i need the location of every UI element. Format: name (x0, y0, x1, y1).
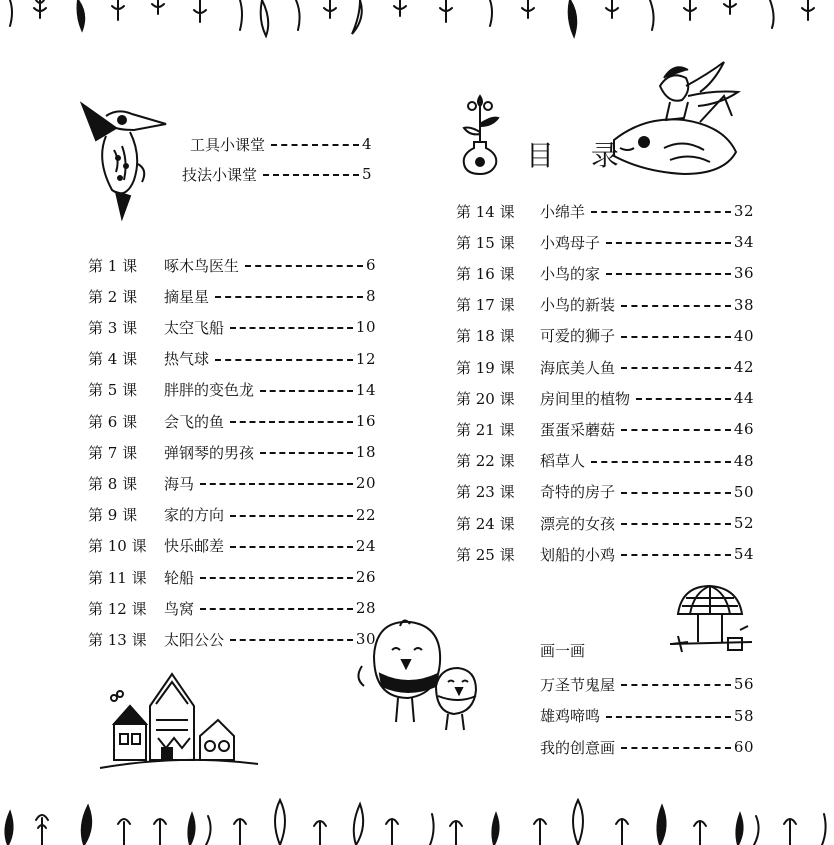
leader-dots (621, 305, 731, 307)
right-lesson-line[interactable] (456, 543, 754, 565)
page-number: 30 (355, 630, 376, 649)
lesson-number: 第 4 课 (88, 350, 138, 369)
intro-page: 4 (361, 135, 372, 153)
page-number: 56 (733, 675, 754, 693)
lesson-title: 雄鸡啼鸣 (540, 707, 601, 725)
page-number: 58 (733, 706, 754, 725)
extra-line[interactable] (540, 673, 754, 695)
lesson-title: 鸟窝 (164, 599, 195, 618)
intro-page: 5 (361, 165, 372, 183)
lesson-number: 第 8 课 (88, 474, 138, 493)
leader-dots (215, 296, 363, 298)
leader-dots (591, 461, 731, 463)
left-lesson-line[interactable] (88, 628, 376, 650)
lesson-number: 第 11 课 (88, 568, 147, 587)
intro-line-tools[interactable] (190, 133, 372, 155)
left-lesson-line[interactable] (88, 597, 376, 619)
right-lesson-line[interactable] (456, 418, 754, 440)
right-lesson-line[interactable] (456, 387, 754, 409)
lesson-title: 会飞的鱼 (164, 412, 225, 431)
leader-dots (621, 367, 731, 369)
lesson-title: 划船的小鸡 (540, 545, 616, 564)
houses-icon (100, 664, 260, 770)
lesson-title: 我的创意画 (540, 738, 616, 757)
page-number: 48 (733, 451, 754, 470)
lesson-title: 蛋蛋采蘑菇 (540, 420, 616, 439)
leader-dots (636, 398, 731, 400)
lesson-title: 房间里的植物 (540, 389, 631, 408)
page-number: 32 (733, 202, 754, 220)
lesson-number: 第 21 课 (456, 420, 515, 439)
left-lesson-line[interactable] (88, 566, 376, 588)
leader-dots (230, 546, 353, 548)
lesson-title: 奇特的房子 (540, 483, 616, 502)
lesson-number: 第 2 课 (88, 287, 138, 306)
left-lesson-line[interactable] (88, 254, 376, 276)
leader-dots (591, 211, 731, 213)
left-lesson-line[interactable] (88, 348, 376, 370)
page-number: 40 (733, 326, 754, 345)
left-lesson-line[interactable] (88, 441, 376, 463)
lesson-title: 海马 (164, 474, 195, 493)
lesson-title: 小鸟的新装 (540, 296, 616, 315)
lesson-title: 漂亮的女孩 (540, 514, 616, 533)
lesson-title: 快乐邮差 (164, 537, 225, 556)
lesson-title: 可爱的狮子 (540, 327, 616, 346)
leader-dots (230, 327, 353, 329)
leader-dots (200, 577, 353, 579)
chicks-icon (352, 612, 494, 734)
lesson-title: 稻草人 (540, 452, 586, 471)
lesson-number: 第 12 课 (88, 599, 147, 618)
page-number: 50 (733, 482, 754, 501)
leader-dots (230, 421, 353, 423)
left-lesson-line[interactable] (88, 535, 376, 557)
leader-dots (606, 716, 731, 718)
page-number: 46 (733, 420, 754, 439)
lesson-number: 第 22 课 (456, 452, 515, 471)
lesson-number: 第 20 课 (456, 389, 515, 408)
lesson-number: 第 25 课 (456, 545, 515, 564)
lesson-title: 海底美人鱼 (540, 358, 616, 377)
right-lesson-line[interactable] (456, 325, 754, 347)
lesson-number: 第 13 课 (88, 630, 147, 649)
leader-dots (621, 492, 731, 494)
lesson-number: 第 14 课 (456, 202, 515, 221)
lesson-title: 小鸟的家 (540, 264, 601, 283)
page-number: 10 (355, 318, 376, 337)
lesson-title: 家的方向 (164, 506, 225, 525)
left-lesson-line[interactable] (88, 379, 376, 401)
page-number: 12 (355, 349, 376, 368)
page-number: 22 (355, 505, 376, 524)
lesson-number: 第 16 课 (456, 264, 515, 283)
lesson-title: 摘星星 (164, 287, 210, 306)
leader-dots (621, 523, 731, 525)
leader-dots (621, 429, 731, 431)
right-lesson-line[interactable] (456, 262, 754, 284)
lesson-number: 第 15 课 (456, 233, 515, 252)
leader-dots (621, 554, 731, 556)
page-number: 6 (365, 256, 376, 274)
lesson-number: 第 9 课 (88, 506, 138, 525)
left-lesson-line[interactable] (88, 316, 376, 338)
leader-dots (245, 265, 363, 267)
lesson-number: 第 7 课 (88, 443, 138, 462)
lesson-number: 第 23 课 (456, 483, 515, 502)
extra-section-heading: 画一画 (540, 642, 586, 660)
left-lesson-line[interactable] (88, 410, 376, 432)
leader-dots (621, 747, 731, 749)
left-lesson-line[interactable] (88, 472, 376, 494)
lesson-number: 第 6 课 (88, 412, 138, 431)
boy-riding-fish-icon (604, 56, 748, 186)
intro-title: 技法小课堂 (182, 165, 258, 184)
page-number: 28 (355, 599, 376, 618)
lesson-title: 胖胖的变色龙 (164, 381, 255, 400)
right-lesson-line[interactable] (456, 356, 754, 378)
plant-border-bottom (0, 790, 834, 845)
page-number: 34 (733, 233, 754, 252)
intro-title: 工具小课堂 (190, 135, 266, 154)
page-number: 16 (355, 412, 376, 430)
right-lesson-line[interactable] (456, 231, 754, 253)
beach-umbrella-icon (668, 582, 756, 658)
page-number: 54 (733, 545, 754, 564)
lesson-number: 第 19 课 (456, 358, 515, 377)
lesson-title: 太阳公公 (164, 630, 225, 649)
page-title: 目 录 (526, 139, 633, 172)
lesson-number: 第 10 课 (88, 537, 147, 556)
page-number: 24 (355, 536, 376, 555)
page-number: 8 (365, 287, 376, 306)
left-lesson-line[interactable] (88, 504, 376, 526)
leader-dots (606, 242, 731, 244)
page-number: 44 (733, 389, 754, 408)
lesson-title: 弹钢琴的男孩 (164, 443, 255, 462)
lesson-number: 第 17 课 (456, 296, 515, 315)
leader-dots (230, 515, 353, 517)
page-number: 38 (733, 295, 754, 314)
leader-dots (263, 174, 359, 176)
lesson-number: 第 1 课 (88, 256, 138, 275)
page-number: 60 (733, 738, 754, 756)
leader-dots (271, 144, 359, 146)
page-number: 52 (733, 514, 754, 532)
intro-line-techniques[interactable] (182, 163, 372, 185)
lesson-title: 万圣节鬼屋 (540, 675, 616, 694)
lesson-number: 第 5 课 (88, 381, 138, 400)
plant-border-top (0, 0, 834, 52)
page-number: 14 (355, 380, 376, 399)
leader-dots (621, 336, 731, 338)
right-lesson-line[interactable] (456, 200, 754, 222)
extra-line[interactable] (540, 736, 754, 758)
lesson-title: 热气球 (164, 350, 210, 369)
leader-dots (200, 483, 353, 485)
leader-dots (230, 639, 353, 641)
right-lesson-line[interactable] (456, 481, 754, 503)
leader-dots (260, 390, 353, 392)
page-number: 42 (733, 358, 754, 376)
leader-dots (621, 684, 731, 686)
lesson-title: 啄木鸟医生 (164, 256, 240, 275)
page-number: 36 (733, 264, 754, 283)
right-lesson-line[interactable] (456, 512, 754, 534)
extra-line[interactable] (540, 705, 754, 727)
woodpecker-icon (76, 100, 172, 224)
page-number: 18 (355, 443, 376, 462)
leader-dots (260, 452, 353, 454)
leader-dots (215, 359, 353, 361)
lesson-number: 第 3 课 (88, 318, 138, 337)
lesson-title: 小鸡母子 (540, 233, 601, 252)
leader-dots (606, 273, 731, 275)
lesson-title: 轮船 (164, 568, 195, 587)
right-lesson-line[interactable] (456, 450, 754, 472)
page-number: 20 (355, 474, 376, 493)
page-number: 26 (355, 568, 376, 586)
lesson-title: 小绵羊 (540, 202, 586, 221)
leader-dots (200, 608, 353, 610)
lesson-title: 太空飞船 (164, 318, 225, 337)
lesson-number: 第 18 课 (456, 327, 515, 346)
right-lesson-line[interactable] (456, 294, 754, 316)
lesson-number: 第 24 课 (456, 514, 515, 533)
vase-flower-icon (452, 92, 512, 176)
left-lesson-line[interactable] (88, 285, 376, 307)
